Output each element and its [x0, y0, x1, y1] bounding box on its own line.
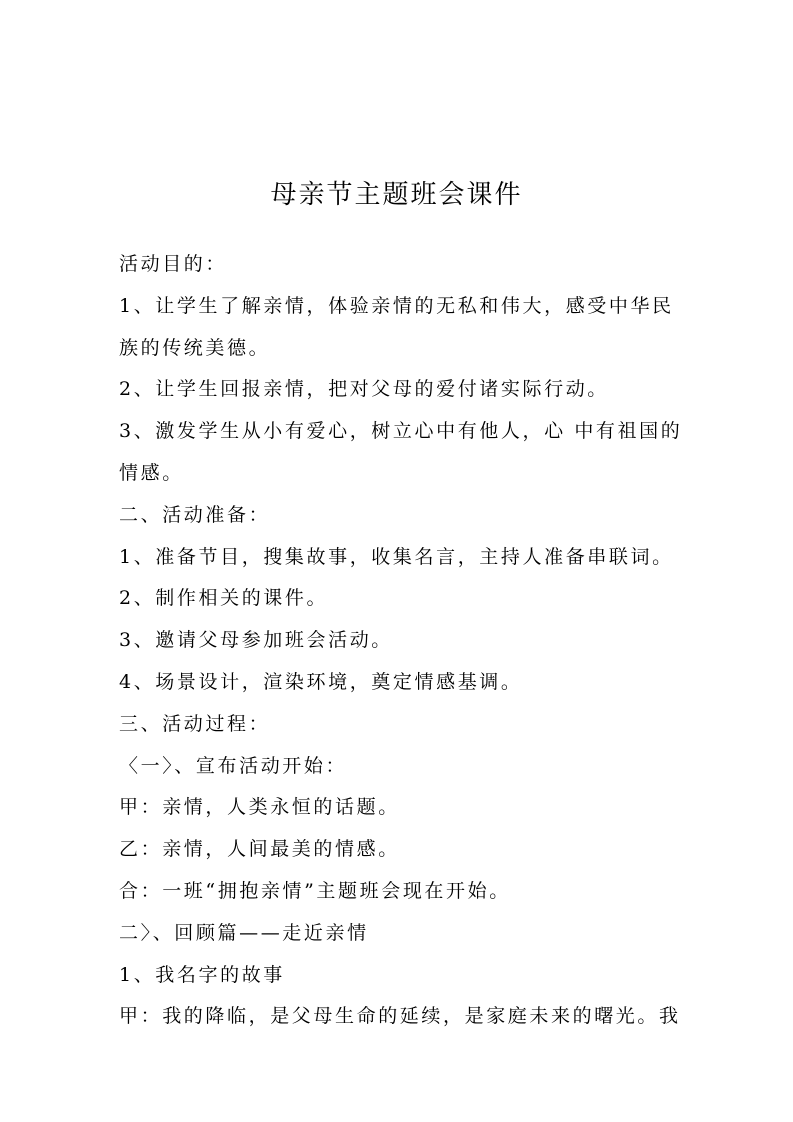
text-line: 甲：我的降临，是父母生命的延续，是家庭未来的曙光。我	[119, 1005, 681, 1028]
document-title: 母亲节主题班会课件	[270, 180, 523, 210]
text-line: 活动目的：	[119, 253, 228, 275]
text-line: 1、让学生了解亲情，体验亲情的无私和伟大，感受中华民	[119, 294, 674, 317]
text-line: 〈一〉、宣布活动开始：	[119, 754, 348, 777]
text-line: 4、场景设计，渲染环境，奠定情感基调。	[119, 670, 523, 693]
text-line: 1、准备节目，搜集故事，收集名言，主持人准备串联词。	[119, 545, 674, 568]
text-line: 乙：亲情，人间最美的情感。	[119, 838, 400, 861]
text-line: 族的传统美德。	[119, 336, 271, 359]
document-body	[119, 244, 683, 1038]
text-line: 合：一班“拥抱亲情”主题班会现在开始。	[119, 879, 511, 902]
text-line: 2、让学生回报亲情，把对父母的爱付诸实际行动。	[119, 378, 609, 401]
text-line: 二〉、回顾篇——走近亲情	[119, 921, 369, 944]
text-line: 甲：亲情，人类永恒的话题。	[119, 796, 400, 819]
text-line: 3、邀请父母参加班会活动。	[119, 629, 393, 652]
section-heading: 二、活动准备：	[119, 503, 271, 526]
section-heading: 三、活动过程：	[119, 712, 271, 735]
text-line: 2、制作相关的课件。	[119, 587, 329, 610]
text-line: 1、我名字的故事	[119, 963, 285, 986]
text-line: 情感。	[119, 461, 184, 484]
text-line: 3、激发学生从小有爱心，树立心中有他人，心 中有祖国的	[119, 420, 683, 443]
